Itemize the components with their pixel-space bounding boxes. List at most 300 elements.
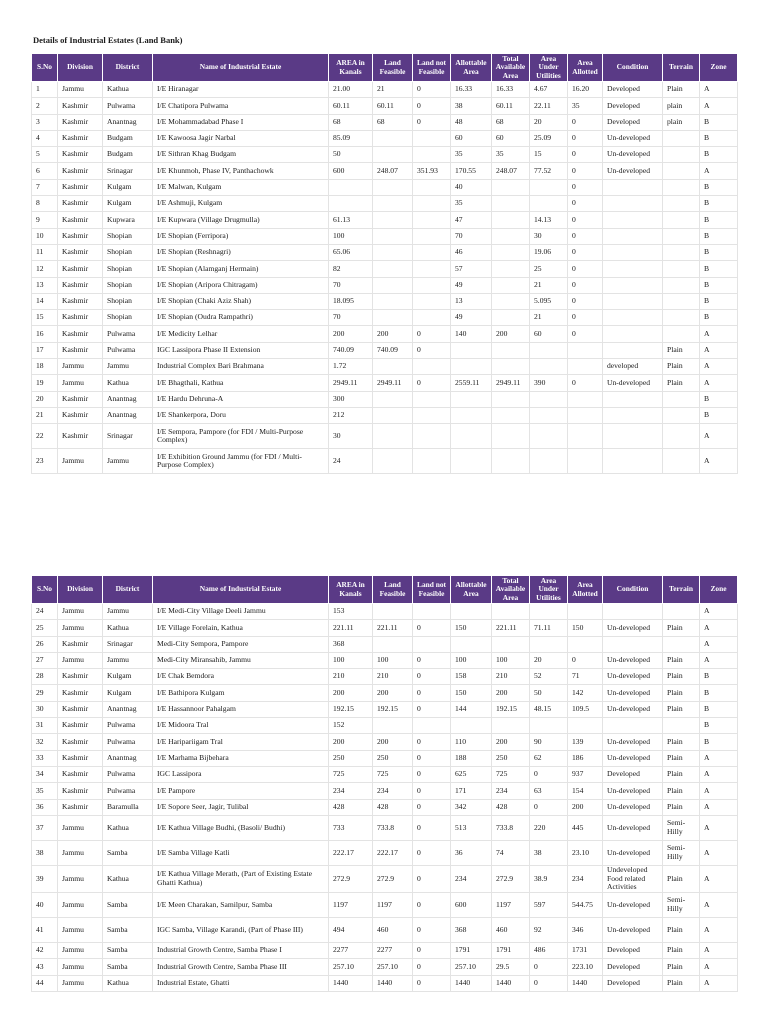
table-row: [32, 212, 738, 228]
cell-allottable-area: 57: [451, 261, 492, 277]
cell-sno: 5: [32, 147, 58, 163]
cell-division: Kashmir: [58, 636, 103, 652]
cell-condition: Developed: [603, 98, 663, 114]
cell-division: Kashmir: [58, 701, 103, 717]
header-land-not-feasible: Land not Feasible: [413, 54, 451, 82]
cell-sno: 22: [32, 424, 58, 449]
cell-terrain: [663, 326, 700, 342]
cell-area-allotted: 0: [568, 147, 603, 163]
table-row: [32, 114, 738, 130]
cell-estate-name: I/E Meen Charakan, Samilpur, Samba: [153, 893, 329, 918]
cell-area-under-utilities: 14.13: [530, 212, 568, 228]
cell-allottable-area: 16.33: [451, 82, 492, 98]
cell-land-feasible: [373, 228, 413, 244]
cell-condition: Developed: [603, 975, 663, 991]
cell-zone: A: [700, 449, 738, 474]
cell-area-allotted: 0: [568, 163, 603, 179]
cell-condition: [603, 228, 663, 244]
cell-district: Jammu: [103, 652, 153, 668]
cell-total-available-area: [492, 342, 530, 358]
cell-terrain: [663, 310, 700, 326]
cell-area-under-utilities: 19.06: [530, 244, 568, 260]
cell-division: Jammu: [58, 375, 103, 391]
cell-total-available-area: 248.07: [492, 163, 530, 179]
cell-total-available-area: [492, 449, 530, 474]
cell-area-under-utilities: 597: [530, 893, 568, 918]
cell-area-under-utilities: 25: [530, 261, 568, 277]
cell-land-not-feasible: [413, 277, 451, 293]
cell-total-available-area: 60.11: [492, 98, 530, 114]
cell-sno: 19: [32, 375, 58, 391]
cell-total-available-area: 428: [492, 799, 530, 815]
cell-district: Pulwama: [103, 326, 153, 342]
cell-area-kanals: 100: [329, 652, 373, 668]
cell-area-allotted: 150: [568, 620, 603, 636]
table-row: [32, 391, 738, 407]
cell-zone: A: [700, 840, 738, 865]
cell-sno: 20: [32, 391, 58, 407]
cell-district: Shopian: [103, 261, 153, 277]
cell-allottable-area: 110: [451, 734, 492, 750]
cell-total-available-area: 74: [492, 840, 530, 865]
cell-allottable-area: [451, 636, 492, 652]
cell-condition: Un-developed: [603, 840, 663, 865]
cell-estate-name: IGC Samba, Village Karandi, (Part of Phase III): [153, 918, 329, 943]
cell-terrain: [663, 391, 700, 407]
cell-district: Budgam: [103, 147, 153, 163]
cell-allottable-area: [451, 407, 492, 423]
table-row: [32, 163, 738, 179]
cell-sno: 32: [32, 734, 58, 750]
cell-area-kanals: 428: [329, 799, 373, 815]
cell-allottable-area: 46: [451, 244, 492, 260]
cell-land-feasible: [373, 449, 413, 474]
cell-area-kanals: 733: [329, 815, 373, 840]
cell-estate-name: Medi-City Miransahib, Jammu: [153, 652, 329, 668]
cell-area-allotted: 0: [568, 293, 603, 309]
cell-area-under-utilities: 0: [530, 975, 568, 991]
cell-terrain: Plain: [663, 620, 700, 636]
cell-area-allotted: 0: [568, 196, 603, 212]
cell-land-not-feasible: 0: [413, 652, 451, 668]
cell-zone: B: [700, 179, 738, 195]
cell-district: Pulwama: [103, 734, 153, 750]
cell-estate-name: I/E Village Forelain, Kathua: [153, 620, 329, 636]
cell-zone: A: [700, 815, 738, 840]
cell-terrain: Semi-Hilly: [663, 893, 700, 918]
cell-district: Kathua: [103, 865, 153, 892]
cell-estate-name: I/E Chatipora Pulwama: [153, 98, 329, 114]
table-row: [32, 277, 738, 293]
cell-estate-name: I/E Chak Bemdora: [153, 669, 329, 685]
cell-condition: Un-developed: [603, 815, 663, 840]
cell-sno: 42: [32, 943, 58, 959]
cell-zone: B: [700, 669, 738, 685]
table-row: [32, 734, 738, 750]
cell-sno: 10: [32, 228, 58, 244]
cell-area-allotted: 142: [568, 685, 603, 701]
cell-total-available-area: 200: [492, 685, 530, 701]
cell-estate-name: I/E Shopian (Alamganj Hermain): [153, 261, 329, 277]
cell-sno: 44: [32, 975, 58, 991]
cell-area-kanals: 152: [329, 718, 373, 734]
cell-land-feasible: 740.09: [373, 342, 413, 358]
cell-terrain: Plain: [663, 359, 700, 375]
cell-total-available-area: [492, 424, 530, 449]
cell-sno: 11: [32, 244, 58, 260]
cell-estate-name: Industrial Growth Centre, Samba Phase III: [153, 959, 329, 975]
cell-area-under-utilities: 62: [530, 750, 568, 766]
cell-district: Shopian: [103, 310, 153, 326]
cell-district: Shopian: [103, 228, 153, 244]
cell-land-feasible: [373, 293, 413, 309]
cell-zone: A: [700, 375, 738, 391]
cell-sno: 15: [32, 310, 58, 326]
cell-condition: Un-developed: [603, 163, 663, 179]
cell-allottable-area: 35: [451, 196, 492, 212]
cell-area-allotted: [568, 407, 603, 423]
cell-allottable-area: 1791: [451, 943, 492, 959]
cell-terrain: [663, 130, 700, 146]
cell-land-feasible: [373, 359, 413, 375]
cell-terrain: [663, 277, 700, 293]
cell-division: Kashmir: [58, 310, 103, 326]
cell-area-kanals: 68: [329, 114, 373, 130]
cell-zone: A: [700, 163, 738, 179]
cell-land-not-feasible: [413, 449, 451, 474]
header-estate-name: Name of Industrial Estate: [153, 576, 329, 604]
cell-area-allotted: 1440: [568, 975, 603, 991]
cell-zone: B: [700, 701, 738, 717]
cell-area-allotted: 544.75: [568, 893, 603, 918]
cell-condition: Developed: [603, 943, 663, 959]
cell-land-feasible: [373, 391, 413, 407]
cell-area-under-utilities: [530, 449, 568, 474]
cell-sno: 13: [32, 277, 58, 293]
cell-condition: [603, 310, 663, 326]
cell-sno: 38: [32, 840, 58, 865]
cell-terrain: Plain: [663, 750, 700, 766]
cell-land-not-feasible: 0: [413, 750, 451, 766]
cell-estate-name: I/E Hassannoor Pahalgam: [153, 701, 329, 717]
table-row: [32, 865, 738, 892]
cell-division: Kashmir: [58, 212, 103, 228]
cell-area-kanals: 192.15: [329, 701, 373, 717]
cell-total-available-area: [492, 244, 530, 260]
cell-estate-name: I/E Kupwara (Village Drugmulla): [153, 212, 329, 228]
cell-land-not-feasible: [413, 261, 451, 277]
cell-area-under-utilities: 30: [530, 228, 568, 244]
cell-terrain: [663, 261, 700, 277]
table-row: [32, 449, 738, 474]
cell-district: Pulwama: [103, 718, 153, 734]
cell-terrain: [663, 212, 700, 228]
cell-terrain: Plain: [663, 701, 700, 717]
cell-area-allotted: 234: [568, 865, 603, 892]
cell-area-allotted: 445: [568, 815, 603, 840]
cell-land-not-feasible: 351.93: [413, 163, 451, 179]
cell-area-under-utilities: [530, 424, 568, 449]
cell-total-available-area: [492, 196, 530, 212]
table-row: [32, 130, 738, 146]
header-zone: Zone: [700, 576, 738, 604]
table-row: [32, 310, 738, 326]
cell-estate-name: I/E Shopian (Ferripora): [153, 228, 329, 244]
table-row: [32, 326, 738, 342]
cell-estate-name: I/E Bhagthali, Kathua: [153, 375, 329, 391]
cell-area-allotted: 1731: [568, 943, 603, 959]
cell-district: Jammu: [103, 604, 153, 620]
cell-estate-name: I/E Exhibition Ground Jammu (for FDI / Multi-Purpose Complex): [153, 449, 329, 474]
cell-area-kanals: 368: [329, 636, 373, 652]
cell-terrain: Plain: [663, 342, 700, 358]
cell-division: Kashmir: [58, 766, 103, 782]
cell-sno: 25: [32, 620, 58, 636]
cell-land-not-feasible: 0: [413, 893, 451, 918]
cell-condition: Undeveloped Food related Activities: [603, 865, 663, 892]
cell-zone: B: [700, 212, 738, 228]
cell-terrain: Semi-Hilly: [663, 840, 700, 865]
table-row: [32, 840, 738, 865]
cell-land-feasible: [373, 604, 413, 620]
table-row: [32, 652, 738, 668]
cell-land-not-feasible: [413, 636, 451, 652]
table-row: [32, 604, 738, 620]
cell-zone: A: [700, 652, 738, 668]
cell-terrain: Plain: [663, 865, 700, 892]
cell-division: Kashmir: [58, 261, 103, 277]
cell-area-under-utilities: [530, 391, 568, 407]
table-row: [32, 98, 738, 114]
cell-sno: 16: [32, 326, 58, 342]
cell-estate-name: IGC Lassipora: [153, 766, 329, 782]
header-land-feasible: Land Feasible: [373, 54, 413, 82]
table-row: [32, 766, 738, 782]
cell-land-not-feasible: 0: [413, 326, 451, 342]
cell-condition: Un-developed: [603, 375, 663, 391]
cell-area-kanals: [329, 179, 373, 195]
cell-area-under-utilities: [530, 407, 568, 423]
cell-allottable-area: 38: [451, 98, 492, 114]
cell-condition: [603, 342, 663, 358]
cell-division: Kashmir: [58, 114, 103, 130]
cell-sno: 8: [32, 196, 58, 212]
cell-allottable-area: 49: [451, 310, 492, 326]
cell-area-kanals: 1.72: [329, 359, 373, 375]
cell-sno: 6: [32, 163, 58, 179]
cell-area-allotted: 0: [568, 130, 603, 146]
cell-land-feasible: 192.15: [373, 701, 413, 717]
cell-allottable-area: 158: [451, 669, 492, 685]
cell-division: Jammu: [58, 959, 103, 975]
table-row: [32, 815, 738, 840]
cell-sno: 39: [32, 865, 58, 892]
cell-allottable-area: 49: [451, 277, 492, 293]
document-title: Details of Industrial Estates (Land Bank): [33, 35, 183, 45]
cell-condition: Developed: [603, 82, 663, 98]
table-row: [32, 718, 738, 734]
cell-district: Srinagar: [103, 636, 153, 652]
cell-land-not-feasible: [413, 130, 451, 146]
cell-division: Kashmir: [58, 244, 103, 260]
cell-land-feasible: 257.10: [373, 959, 413, 975]
cell-division: Jammu: [58, 815, 103, 840]
cell-condition: Un-developed: [603, 652, 663, 668]
cell-area-allotted: [568, 604, 603, 620]
cell-land-not-feasible: 0: [413, 82, 451, 98]
cell-division: Kashmir: [58, 750, 103, 766]
cell-allottable-area: 1440: [451, 975, 492, 991]
cell-land-feasible: 460: [373, 918, 413, 943]
cell-land-feasible: 1197: [373, 893, 413, 918]
cell-allottable-area: 35: [451, 147, 492, 163]
cell-terrain: Plain: [663, 783, 700, 799]
cell-sno: 3: [32, 114, 58, 130]
cell-land-feasible: 2949.11: [373, 375, 413, 391]
cell-estate-name: I/E Shopian (Reshnagri): [153, 244, 329, 260]
cell-condition: Un-developed: [603, 130, 663, 146]
cell-estate-name: I/E Hardu Dehruna-A: [153, 391, 329, 407]
cell-division: Kashmir: [58, 228, 103, 244]
estates-table-1: [31, 53, 738, 474]
header-terrain: Terrain: [663, 54, 700, 82]
cell-district: Kathua: [103, 620, 153, 636]
cell-sno: 17: [32, 342, 58, 358]
header-row: [32, 54, 738, 82]
cell-total-available-area: 210: [492, 669, 530, 685]
cell-estate-name: I/E Kawoosa Jagir Narbal: [153, 130, 329, 146]
cell-land-feasible: [373, 277, 413, 293]
cell-district: Kulgam: [103, 669, 153, 685]
cell-area-under-utilities: [530, 604, 568, 620]
cell-area-kanals: 21.00: [329, 82, 373, 98]
cell-area-kanals: 153: [329, 604, 373, 620]
cell-land-not-feasible: [413, 179, 451, 195]
cell-area-kanals: 50: [329, 147, 373, 163]
cell-land-not-feasible: 0: [413, 620, 451, 636]
cell-area-kanals: 82: [329, 261, 373, 277]
cell-total-available-area: 725: [492, 766, 530, 782]
header-district: District: [103, 54, 153, 82]
cell-district: Shopian: [103, 293, 153, 309]
cell-sno: 31: [32, 718, 58, 734]
cell-area-kanals: 70: [329, 277, 373, 293]
cell-total-available-area: 1791: [492, 943, 530, 959]
header-zone: Zone: [700, 54, 738, 82]
cell-district: Anantnag: [103, 701, 153, 717]
cell-division: Jammu: [58, 943, 103, 959]
cell-terrain: plain: [663, 114, 700, 130]
cell-zone: A: [700, 424, 738, 449]
cell-estate-name: I/E Mohammadabad Phase I: [153, 114, 329, 130]
cell-total-available-area: [492, 310, 530, 326]
cell-district: Srinagar: [103, 163, 153, 179]
cell-estate-name: I/E Sempora, Pampore (for FDI / Multi-Purpose Complex): [153, 424, 329, 449]
cell-district: Kupwara: [103, 212, 153, 228]
cell-allottable-area: 600: [451, 893, 492, 918]
cell-area-under-utilities: 220: [530, 815, 568, 840]
cell-land-not-feasible: 0: [413, 959, 451, 975]
header-total-available-area: Total Available Area: [492, 54, 530, 82]
cell-estate-name: Industrial Growth Centre, Samba Phase I: [153, 943, 329, 959]
cell-sno: 28: [32, 669, 58, 685]
cell-land-feasible: 60.11: [373, 98, 413, 114]
cell-division: Jammu: [58, 620, 103, 636]
cell-district: Kathua: [103, 375, 153, 391]
table-row: [32, 783, 738, 799]
cell-sno: 29: [32, 685, 58, 701]
table-row: [32, 407, 738, 423]
cell-land-not-feasible: 0: [413, 375, 451, 391]
cell-terrain: Plain: [663, 918, 700, 943]
cell-area-under-utilities: 390: [530, 375, 568, 391]
cell-total-available-area: 460: [492, 918, 530, 943]
cell-land-feasible: [373, 196, 413, 212]
cell-allottable-area: [451, 391, 492, 407]
cell-land-feasible: 725: [373, 766, 413, 782]
header-area-kanals: AREA in Kanals: [329, 576, 373, 604]
cell-district: Jammu: [103, 359, 153, 375]
cell-sno: 9: [32, 212, 58, 228]
cell-total-available-area: 29.5: [492, 959, 530, 975]
cell-district: Pulwama: [103, 766, 153, 782]
cell-condition: [603, 293, 663, 309]
cell-total-available-area: 35: [492, 147, 530, 163]
cell-terrain: Plain: [663, 975, 700, 991]
cell-total-available-area: 100: [492, 652, 530, 668]
header-area-allotted: Area Allotted: [568, 576, 603, 604]
cell-land-not-feasible: 0: [413, 840, 451, 865]
cell-terrain: Plain: [663, 943, 700, 959]
cell-terrain: Plain: [663, 669, 700, 685]
cell-land-feasible: 200: [373, 326, 413, 342]
cell-land-feasible: [373, 424, 413, 449]
cell-division: Kashmir: [58, 669, 103, 685]
cell-zone: A: [700, 766, 738, 782]
table-row: [32, 244, 738, 260]
cell-zone: A: [700, 959, 738, 975]
cell-area-allotted: [568, 424, 603, 449]
cell-area-under-utilities: 5.095: [530, 293, 568, 309]
cell-district: Anantnag: [103, 407, 153, 423]
cell-area-allotted: 0: [568, 310, 603, 326]
cell-sno: 30: [32, 701, 58, 717]
cell-terrain: Semi-Hilly: [663, 815, 700, 840]
cell-terrain: [663, 718, 700, 734]
cell-allottable-area: [451, 424, 492, 449]
cell-district: Samba: [103, 840, 153, 865]
cell-district: Samba: [103, 918, 153, 943]
cell-condition: [603, 179, 663, 195]
cell-district: Pulwama: [103, 98, 153, 114]
cell-estate-name: I/E Haripariigam Tral: [153, 734, 329, 750]
cell-area-under-utilities: [530, 196, 568, 212]
table-row: [32, 943, 738, 959]
cell-land-not-feasible: [413, 359, 451, 375]
cell-condition: Un-developed: [603, 701, 663, 717]
cell-condition: Un-developed: [603, 750, 663, 766]
header-area-kanals: AREA in Kanals: [329, 54, 373, 82]
cell-estate-name: Industrial Estate, Ghatti: [153, 975, 329, 991]
cell-area-kanals: 725: [329, 766, 373, 782]
cell-area-under-utilities: [530, 359, 568, 375]
cell-zone: B: [700, 130, 738, 146]
cell-allottable-area: 47: [451, 212, 492, 228]
cell-area-allotted: 0: [568, 114, 603, 130]
cell-division: Kashmir: [58, 783, 103, 799]
cell-land-not-feasible: [413, 293, 451, 309]
cell-zone: B: [700, 391, 738, 407]
